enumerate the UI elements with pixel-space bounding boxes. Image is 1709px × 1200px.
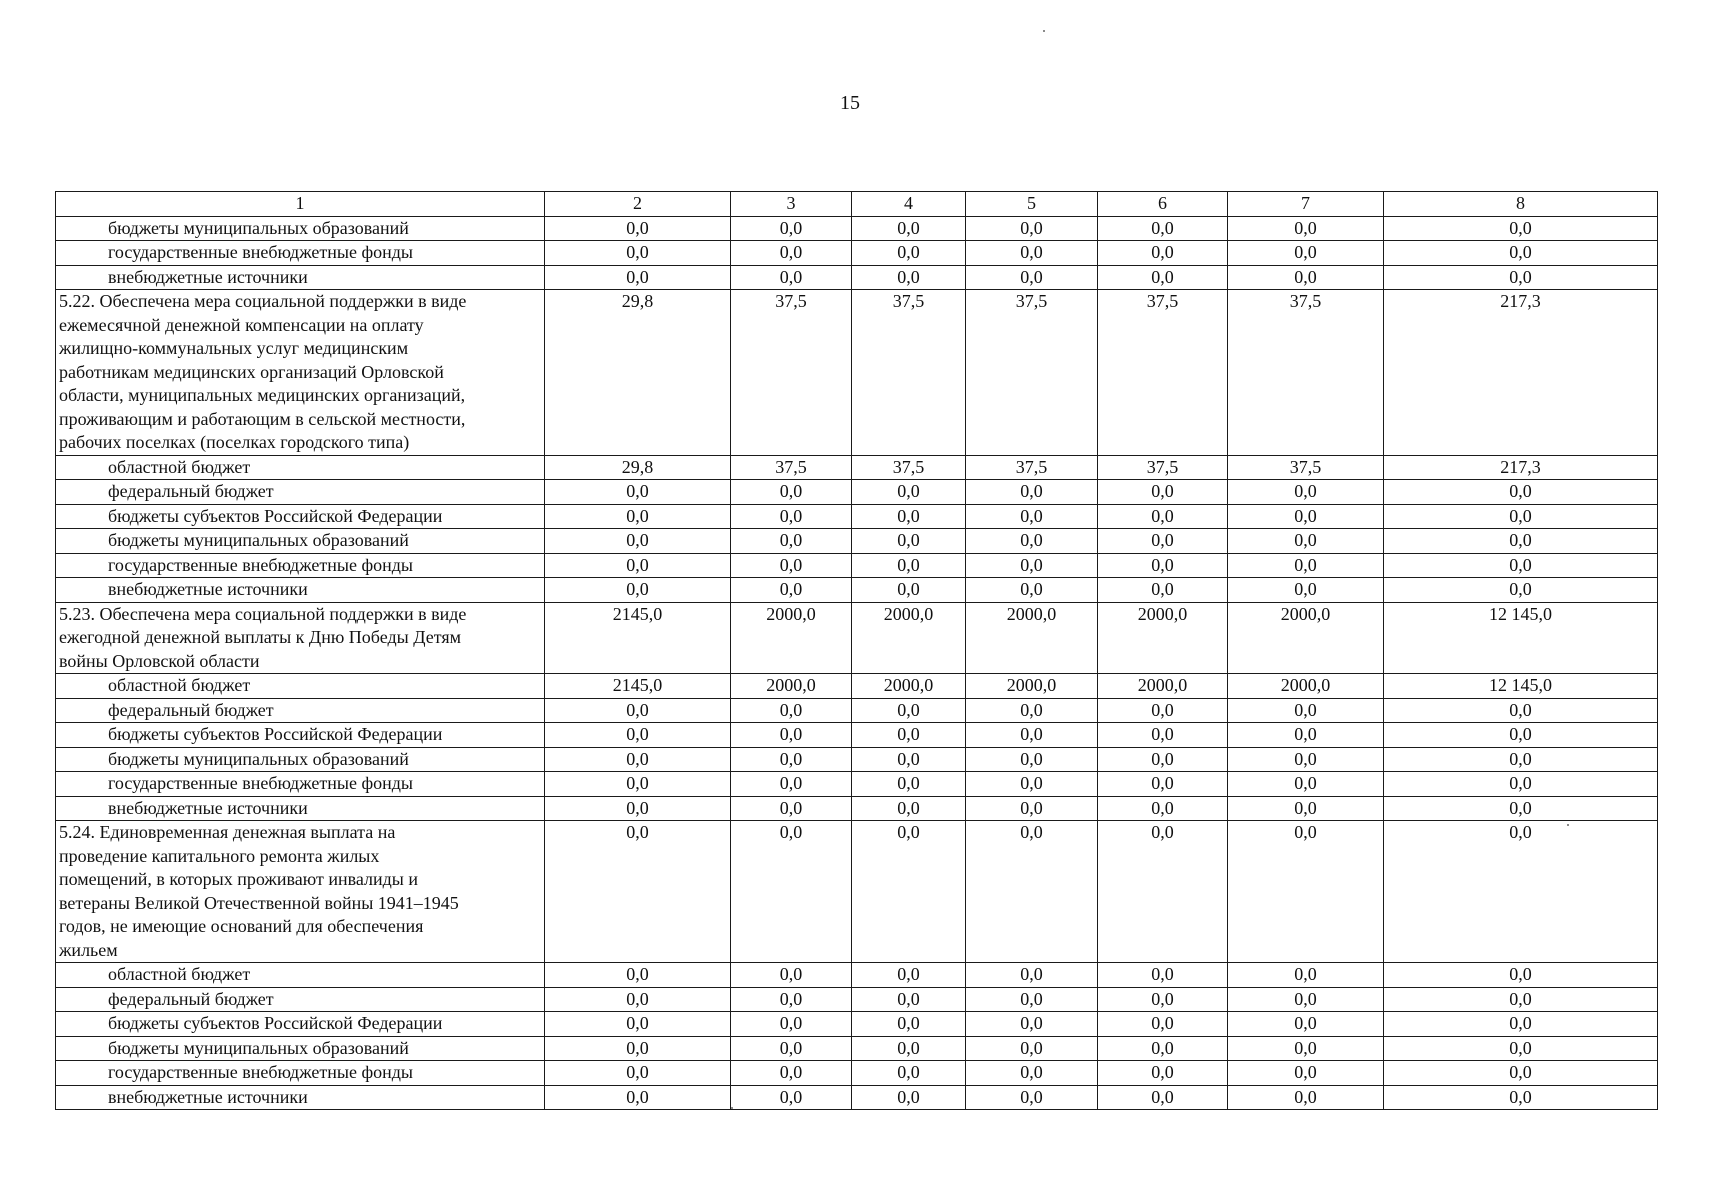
value-cell: 0,0 <box>1384 1085 1658 1110</box>
value-cell: 0,0 <box>1228 578 1384 603</box>
value-cell: 0,0 <box>1228 504 1384 529</box>
measure-description <box>56 602 545 674</box>
value-cell: 37,5 <box>852 455 966 480</box>
value-cell: 37,5 <box>1228 290 1384 456</box>
value-cell: 0,0 <box>1228 1061 1384 1086</box>
measure-description-line: годов, не имеющие оснований для обеспечения <box>59 916 424 936</box>
value-cell: 0,0 <box>1228 265 1384 290</box>
measure-description-line: жилищно-коммунальных услуг медицинским <box>59 338 409 358</box>
value-cell: 2145,0 <box>545 602 731 674</box>
value-cell: 0,0 <box>1228 698 1384 723</box>
value-cell: 29,8 <box>545 290 731 456</box>
header-cell: 5 <box>966 192 1098 217</box>
value-cell: 0,0 <box>1228 1012 1384 1037</box>
value-cell: 0,0 <box>966 796 1098 821</box>
table-row-source <box>56 723 1658 748</box>
value-cell: 2000,0 <box>731 602 852 674</box>
measure-description-line: ежегодной денежной выплаты к Дню Победы Детям <box>59 627 461 647</box>
value-cell: 0,0 <box>1098 216 1228 241</box>
value-cell: 0,0 <box>966 1061 1098 1086</box>
funding-source-label: бюджеты муниципальных образований <box>56 529 545 554</box>
value-cell: 0,0 <box>1228 963 1384 988</box>
funding-source-label: государственные внебюджетные фонды <box>56 1061 545 1086</box>
value-cell: 0,0 <box>1384 963 1658 988</box>
measure-description-line: работникам медицинских организаций Орловской <box>59 361 444 382</box>
value-cell: 0,0 <box>545 1085 731 1110</box>
table-row-source <box>56 747 1658 772</box>
table-row-source <box>56 674 1658 699</box>
value-cell: 0,0 <box>852 529 966 554</box>
value-cell: 0,0 <box>1384 772 1658 797</box>
value-cell: 0,0 <box>1098 553 1228 578</box>
value-cell: 0,0 <box>966 578 1098 603</box>
funding-source-label: внебюджетные источники <box>56 578 545 603</box>
value-cell: 0,0 <box>731 723 852 748</box>
table-row-measure <box>56 290 1658 456</box>
measure-description-line: рабочих поселках (поселках городского типа) <box>59 432 410 452</box>
value-cell: 0,0 <box>731 1061 852 1086</box>
table-body <box>56 192 1658 1110</box>
value-cell: 2000,0 <box>731 674 852 699</box>
value-cell: 37,5 <box>1098 455 1228 480</box>
funding-source-label: бюджеты муниципальных образований <box>56 216 545 241</box>
value-cell: 0,0 <box>1384 1061 1658 1086</box>
measure-description-line: 5.24. Единовременная денежная выплата на <box>59 822 396 842</box>
header-cell: 4 <box>852 192 966 217</box>
value-cell: 0,0 <box>1384 747 1658 772</box>
value-cell: 37,5 <box>731 455 852 480</box>
value-cell: 0,0 <box>1228 772 1384 797</box>
value-cell: 0,0 <box>731 480 852 505</box>
value-cell: 0,0 <box>852 265 966 290</box>
table-row-source <box>56 265 1658 290</box>
value-cell: 0,0 <box>1228 723 1384 748</box>
value-cell: 0,0 <box>545 480 731 505</box>
table-row-source <box>56 216 1658 241</box>
value-cell: 0,0 <box>1098 1012 1228 1037</box>
table-row-source <box>56 1012 1658 1037</box>
measure-description-line: проживающим и работающим в сельской местности, <box>59 408 466 429</box>
value-cell: 0,0 <box>1098 1036 1228 1061</box>
value-cell: 0,0 <box>545 987 731 1012</box>
funding-source-label: бюджеты муниципальных образований <box>56 747 545 772</box>
table-row-source <box>56 772 1658 797</box>
value-cell: 0,0 <box>545 821 731 963</box>
header-cell: 8 <box>1384 192 1658 217</box>
measure-description-line: 5.23. Обеспечена мера социальной поддержки в виде <box>59 603 467 624</box>
value-cell: 0,0 <box>966 1012 1098 1037</box>
value-cell: 0,0 <box>966 216 1098 241</box>
value-cell: 0,0 <box>1384 821 1658 963</box>
value-cell: 0,0 <box>852 723 966 748</box>
budget-table <box>55 191 1658 1110</box>
value-cell: 0,0 <box>1384 553 1658 578</box>
value-cell: 37,5 <box>966 290 1098 456</box>
table-row-measure <box>56 602 1658 674</box>
value-cell: 0,0 <box>852 1036 966 1061</box>
value-cell: 0,0 <box>1384 1012 1658 1037</box>
funding-source-label: государственные внебюджетные фонды <box>56 553 545 578</box>
scan-speck <box>1043 30 1045 32</box>
value-cell: 0,0 <box>852 772 966 797</box>
value-cell: 0,0 <box>852 1012 966 1037</box>
funding-source-label: государственные внебюджетные фонды <box>56 772 545 797</box>
value-cell: 0,0 <box>545 504 731 529</box>
measure-description <box>56 821 545 963</box>
value-cell: 0,0 <box>1228 821 1384 963</box>
measure-description-line: войны Орловской области <box>59 650 260 671</box>
header-cell: 7 <box>1228 192 1384 217</box>
funding-source-label: внебюджетные источники <box>56 796 545 821</box>
measure-description-line: ежемесячной денежной компенсации на оплату <box>59 314 424 335</box>
value-cell: 0,0 <box>852 1085 966 1110</box>
value-cell: 0,0 <box>1384 265 1658 290</box>
value-cell: 0,0 <box>1098 963 1228 988</box>
value-cell: 0,0 <box>1098 987 1228 1012</box>
value-cell: 0,0 <box>731 987 852 1012</box>
value-cell: 0,0 <box>545 241 731 266</box>
value-cell: 0,0 <box>731 796 852 821</box>
table-row-source <box>56 553 1658 578</box>
funding-source-label: федеральный бюджет <box>56 480 545 505</box>
value-cell: 0,0 <box>731 1036 852 1061</box>
value-cell: 0,0 <box>966 747 1098 772</box>
value-cell: 0,0 <box>1384 578 1658 603</box>
value-cell: 2000,0 <box>1098 602 1228 674</box>
value-cell: 0,0 <box>731 241 852 266</box>
value-cell: 0,0 <box>731 747 852 772</box>
funding-source-label: внебюджетные источники <box>56 265 545 290</box>
funding-source-label: областной бюджет <box>56 674 545 699</box>
measure-description-line: ветераны Великой Отечественной войны 1941–1945 <box>59 892 459 913</box>
value-cell: 0,0 <box>1228 529 1384 554</box>
value-cell: 0,0 <box>1098 578 1228 603</box>
value-cell: 217,3 <box>1384 455 1658 480</box>
value-cell: 37,5 <box>852 290 966 456</box>
value-cell: 0,0 <box>852 821 966 963</box>
value-cell: 0,0 <box>1384 216 1658 241</box>
value-cell: 0,0 <box>852 698 966 723</box>
value-cell: 0,0 <box>1228 1036 1384 1061</box>
value-cell: 0,0 <box>1098 747 1228 772</box>
table-row-source <box>56 963 1658 988</box>
value-cell: 0,0 <box>852 504 966 529</box>
value-cell: 0,0 <box>731 578 852 603</box>
value-cell: 0,0 <box>1228 480 1384 505</box>
value-cell: 0,0 <box>1098 265 1228 290</box>
value-cell: 0,0 <box>545 265 731 290</box>
value-cell: 0,0 <box>1098 821 1228 963</box>
funding-source-label: областной бюджет <box>56 963 545 988</box>
value-cell: 2000,0 <box>852 602 966 674</box>
value-cell: 0,0 <box>1384 1036 1658 1061</box>
funding-source-label: бюджеты субъектов Российской Федерации <box>56 723 545 748</box>
value-cell: 0,0 <box>545 1012 731 1037</box>
value-cell: 0,0 <box>731 772 852 797</box>
value-cell: 0,0 <box>1098 480 1228 505</box>
value-cell: 0,0 <box>1098 698 1228 723</box>
header-cell: 3 <box>731 192 852 217</box>
value-cell: 0,0 <box>966 963 1098 988</box>
header-cell: 2 <box>545 192 731 217</box>
value-cell: 0,0 <box>966 772 1098 797</box>
value-cell: 0,0 <box>852 796 966 821</box>
value-cell: 0,0 <box>545 747 731 772</box>
table-row-source <box>56 504 1658 529</box>
value-cell: 0,0 <box>1228 1085 1384 1110</box>
value-cell: 0,0 <box>1098 1061 1228 1086</box>
value-cell: 0,0 <box>1384 987 1658 1012</box>
value-cell: 0,0 <box>545 1061 731 1086</box>
value-cell: 0,0 <box>852 578 966 603</box>
value-cell: 2000,0 <box>966 602 1098 674</box>
value-cell: 0,0 <box>852 963 966 988</box>
header-cell: 6 <box>1098 192 1228 217</box>
value-cell: 0,0 <box>545 578 731 603</box>
value-cell: 0,0 <box>1384 698 1658 723</box>
header-cell: 1 <box>56 192 545 217</box>
value-cell: 0,0 <box>966 987 1098 1012</box>
value-cell: 12 145,0 <box>1384 674 1658 699</box>
value-cell: 2000,0 <box>852 674 966 699</box>
measure-description-line: помещений, в которых проживают инвалиды и <box>59 869 418 889</box>
table-row-source <box>56 1085 1658 1110</box>
funding-source-label: федеральный бюджет <box>56 698 545 723</box>
value-cell: 0,0 <box>731 963 852 988</box>
value-cell: 0,0 <box>852 241 966 266</box>
header-row <box>56 192 1658 217</box>
value-cell: 0,0 <box>731 821 852 963</box>
value-cell: 2000,0 <box>1098 674 1228 699</box>
value-cell: 0,0 <box>966 723 1098 748</box>
value-cell: 0,0 <box>731 1012 852 1037</box>
value-cell: 0,0 <box>1384 796 1658 821</box>
measure-description-line: проведение капитального ремонта жилых <box>59 845 380 866</box>
value-cell: 0,0 <box>966 265 1098 290</box>
value-cell: 0,0 <box>1098 772 1228 797</box>
measure-description-line: 5.22. Обеспечена мера социальной поддержки в виде <box>59 291 467 311</box>
value-cell: 0,0 <box>966 698 1098 723</box>
value-cell: 29,8 <box>545 455 731 480</box>
value-cell: 0,0 <box>1384 529 1658 554</box>
funding-source-label: государственные внебюджетные фонды <box>56 241 545 266</box>
value-cell: 37,5 <box>966 455 1098 480</box>
table-row-source <box>56 529 1658 554</box>
measure-description-line: жильем <box>59 939 118 960</box>
funding-source-label: бюджеты субъектов Российской Федерации <box>56 504 545 529</box>
value-cell: 0,0 <box>731 698 852 723</box>
value-cell: 0,0 <box>731 553 852 578</box>
value-cell: 0,0 <box>731 529 852 554</box>
table-row-source <box>56 1061 1658 1086</box>
value-cell: 0,0 <box>966 480 1098 505</box>
value-cell: 0,0 <box>1228 553 1384 578</box>
funding-source-label: областной бюджет <box>56 455 545 480</box>
value-cell: 0,0 <box>1228 216 1384 241</box>
value-cell: 0,0 <box>545 216 731 241</box>
value-cell: 0,0 <box>1228 241 1384 266</box>
funding-source-label: бюджеты муниципальных образований <box>56 1036 545 1061</box>
value-cell: 0,0 <box>1098 241 1228 266</box>
value-cell: 0,0 <box>852 216 966 241</box>
table-row-source <box>56 698 1658 723</box>
value-cell: 2000,0 <box>966 674 1098 699</box>
value-cell: 0,0 <box>1098 796 1228 821</box>
value-cell: 0,0 <box>545 553 731 578</box>
funding-source-label: внебюджетные источники <box>56 1085 545 1110</box>
value-cell: 0,0 <box>545 698 731 723</box>
value-cell: 0,0 <box>966 821 1098 963</box>
page-number: 15 <box>840 92 860 114</box>
value-cell: 0,0 <box>545 1036 731 1061</box>
value-cell: 0,0 <box>1384 504 1658 529</box>
value-cell: 0,0 <box>852 987 966 1012</box>
value-cell: 0,0 <box>966 529 1098 554</box>
value-cell: 0,0 <box>545 529 731 554</box>
funding-source-label: бюджеты субъектов Российской Федерации <box>56 1012 545 1037</box>
value-cell: 2000,0 <box>1228 602 1384 674</box>
value-cell: 0,0 <box>966 504 1098 529</box>
value-cell: 0,0 <box>731 1085 852 1110</box>
value-cell: 0,0 <box>731 265 852 290</box>
value-cell: 0,0 <box>1384 241 1658 266</box>
value-cell: 0,0 <box>1098 504 1228 529</box>
table-row-measure <box>56 821 1658 963</box>
value-cell: 0,0 <box>852 747 966 772</box>
value-cell: 0,0 <box>545 796 731 821</box>
value-cell: 0,0 <box>545 723 731 748</box>
measure-description-line: области, муниципальных медицинских организаций, <box>59 385 466 405</box>
value-cell: 0,0 <box>1228 747 1384 772</box>
value-cell: 0,0 <box>966 553 1098 578</box>
value-cell: 0,0 <box>966 1085 1098 1110</box>
value-cell: 0,0 <box>731 216 852 241</box>
value-cell: 0,0 <box>545 963 731 988</box>
value-cell: 37,5 <box>731 290 852 456</box>
value-cell: 0,0 <box>966 241 1098 266</box>
value-cell: 0,0 <box>1098 529 1228 554</box>
measure-description <box>56 290 545 456</box>
table-row-source <box>56 796 1658 821</box>
value-cell: 0,0 <box>1228 796 1384 821</box>
value-cell: 0,0 <box>852 480 966 505</box>
value-cell: 2145,0 <box>545 674 731 699</box>
value-cell: 0,0 <box>731 504 852 529</box>
value-cell: 37,5 <box>1098 290 1228 456</box>
table-row-source <box>56 1036 1658 1061</box>
table-row-source <box>56 480 1658 505</box>
value-cell: 0,0 <box>852 1061 966 1086</box>
value-cell: 0,0 <box>1384 723 1658 748</box>
value-cell: 0,0 <box>966 1036 1098 1061</box>
table-row-source <box>56 578 1658 603</box>
table-row-source <box>56 455 1658 480</box>
value-cell: 217,3 <box>1384 290 1658 456</box>
value-cell: 0,0 <box>1384 480 1658 505</box>
value-cell: 0,0 <box>1098 723 1228 748</box>
funding-source-label: федеральный бюджет <box>56 987 545 1012</box>
value-cell: 12 145,0 <box>1384 602 1658 674</box>
value-cell: 2000,0 <box>1228 674 1384 699</box>
value-cell: 0,0 <box>852 553 966 578</box>
table-row-source <box>56 987 1658 1012</box>
table-row-source <box>56 241 1658 266</box>
value-cell: 0,0 <box>545 772 731 797</box>
value-cell: 0,0 <box>1228 987 1384 1012</box>
value-cell: 37,5 <box>1228 455 1384 480</box>
value-cell: 0,0 <box>1098 1085 1228 1110</box>
